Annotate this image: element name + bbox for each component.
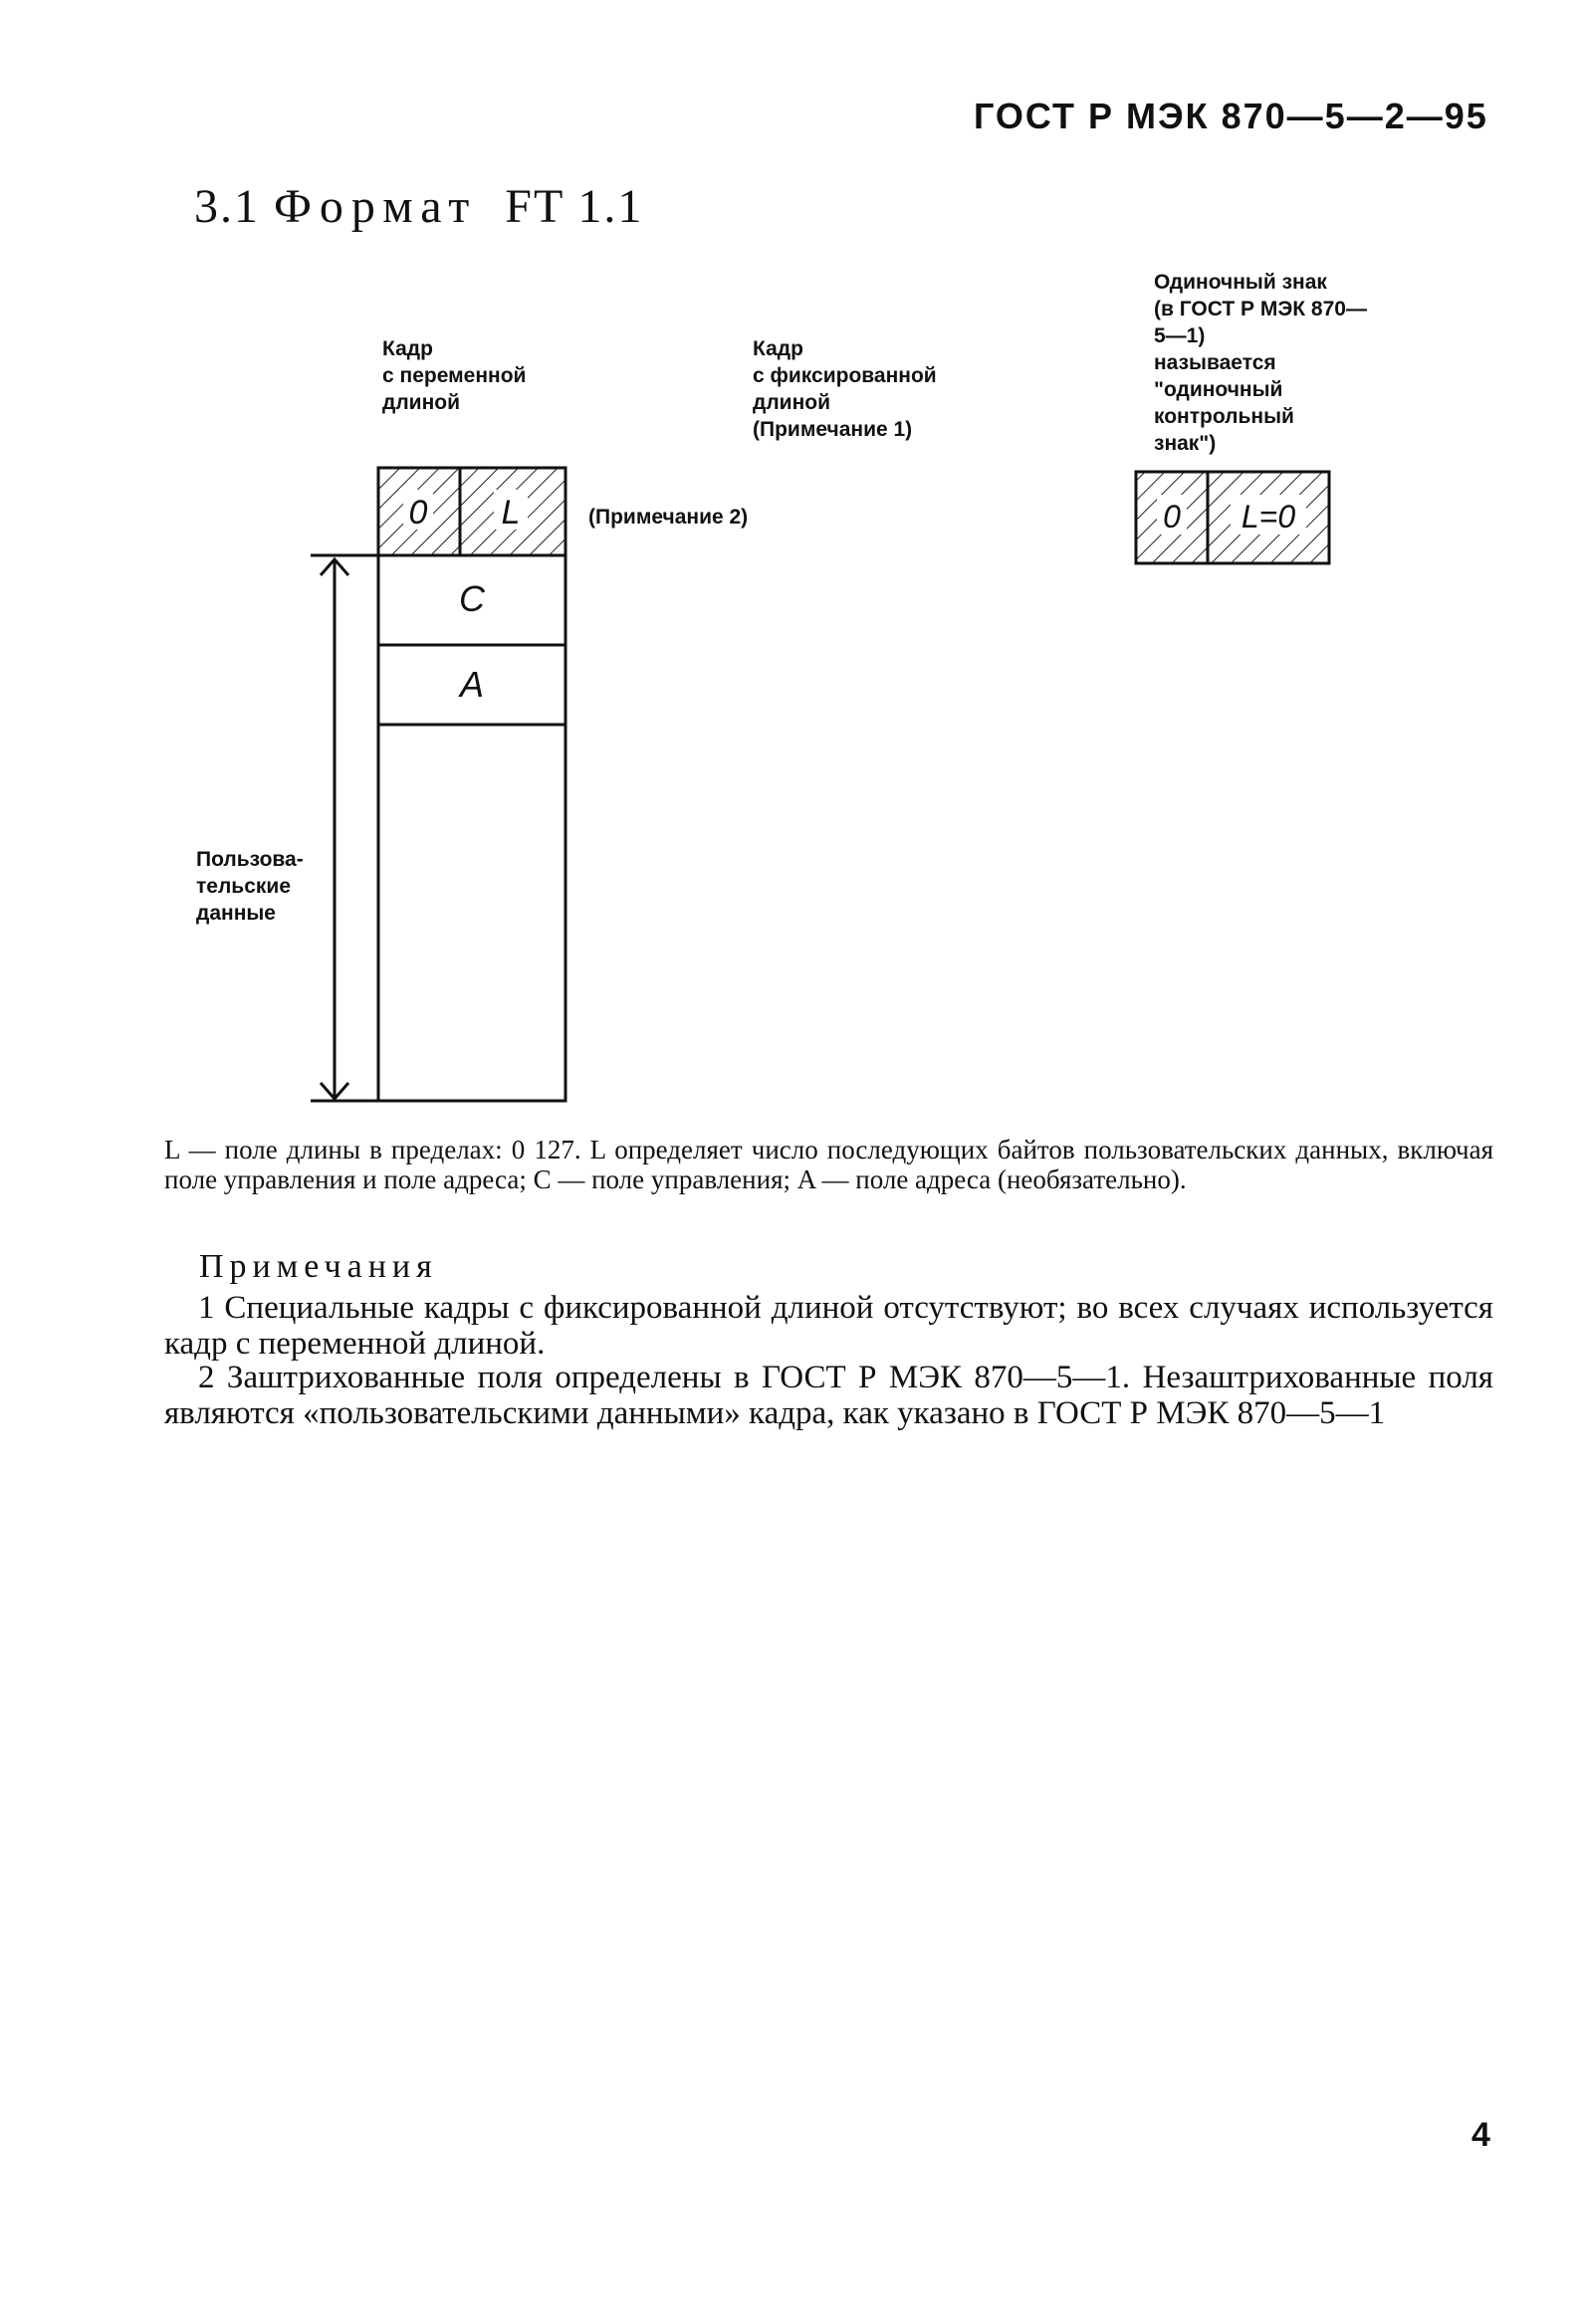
cell-user-data xyxy=(378,725,565,1101)
note-2 xyxy=(164,1360,1493,1431)
label-variable-frame: Кадр с переменной длиной xyxy=(382,337,527,414)
variable-frame-header xyxy=(378,468,565,555)
single-char-frame xyxy=(1136,472,1329,563)
cell-c-label: C xyxy=(459,578,485,619)
cell-a-label: A xyxy=(459,664,485,705)
variable-frame-body xyxy=(378,555,565,1101)
label-fixed-frame: Кадр с фиксированной длиной (Примечание 1) xyxy=(753,337,937,441)
cell-l-label: L xyxy=(501,494,521,531)
notes-title: Примечания xyxy=(199,1248,438,1285)
section-number: 3.1 xyxy=(194,180,260,233)
single-cell-l0-label: L=0 xyxy=(1241,499,1296,534)
frame-format-diagram xyxy=(0,0,1581,1125)
label-user-data: Пользова- тельские данные xyxy=(196,848,304,925)
cell-o-label: 0 xyxy=(408,494,428,531)
label-single-char: Одиночный знак (в ГОСТ Р МЭК 870— 5—1) называется "одиночный контрольный знак") xyxy=(1154,271,1367,455)
note2-reference: (Примечание 2) xyxy=(588,506,749,528)
note-1 xyxy=(164,1290,1493,1362)
page-number: 4 xyxy=(1471,2116,1490,2154)
document-header: ГОСТ Р МЭК 870—5—2—95 xyxy=(974,96,1488,136)
single-cell-o-label: 0 xyxy=(1163,499,1181,534)
note-2-text: 2 Заштрихованные поля определены в ГОСТ Р МЭК 870—5—1. Незаштрихованные поля являются «пользовательскими данными» кадра, как указано в ГОСТ Р МЭК 870—5—1 xyxy=(164,1360,1493,1431)
section-word: Формат xyxy=(274,180,478,233)
section-format-name: FT 1.1 xyxy=(505,180,644,233)
note-1-text: 1 Специальные кадры с фиксированной длиной отсутствуют; во всех случаях используется кадр с переменной длиной. xyxy=(164,1290,1493,1362)
figure-legend: L — поле длины в пределах: 0 127. L определяет число последующих байтов пользовательских данных, включая поле управления и поле адреса; C — поле управления; A — поле адреса (необязательно). xyxy=(164,1135,1493,1194)
